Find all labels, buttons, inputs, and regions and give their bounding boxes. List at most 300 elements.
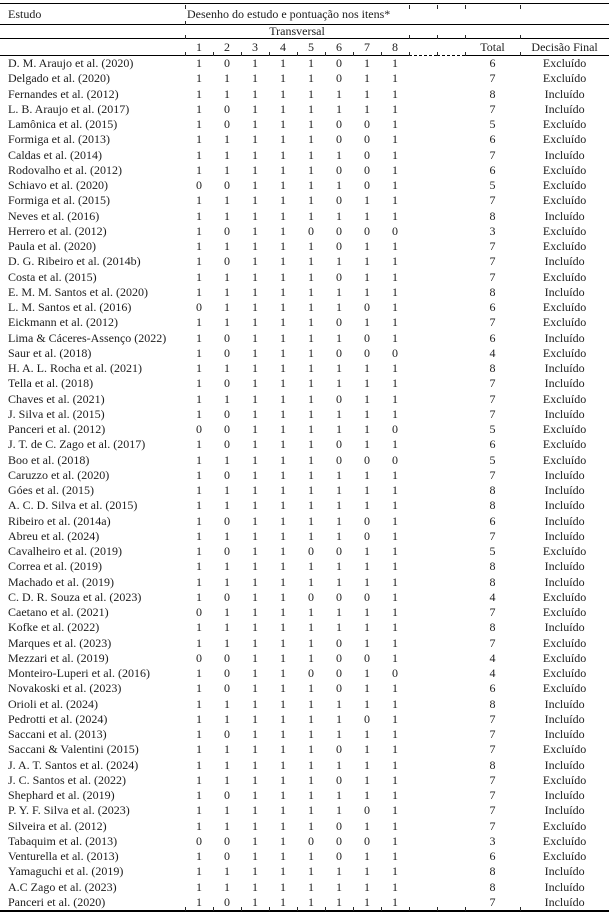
score-cell: 1 [392,711,398,726]
decision-cell: Excluído [542,162,587,177]
study-name-cell: J. T. de C. Zago et al. (2017) [8,437,146,452]
score-cell: 1 [280,483,286,497]
spacer-cell [409,376,437,391]
score-cell: 1 [392,391,398,406]
decision-cell: Excluído [542,666,587,680]
score-cell: 1 [252,803,258,818]
score-cell: 1 [308,284,314,299]
score-cell: 0 [392,666,398,680]
spacer-cell [437,544,465,559]
score-cell: 1 [336,284,342,299]
spacer-cell [437,727,465,742]
spacer-cell [409,71,437,86]
decision-cell: Excluído [542,849,587,863]
score-cell: 1 [252,727,258,741]
spacer-cell [437,331,465,346]
decision-cell: Excluído [542,239,587,253]
score-cell: 0 [336,849,342,863]
study-name-cell: L. M. Santos et al. (2016) [8,300,132,314]
spacer-cell [437,285,465,300]
column-tick [325,907,326,911]
study-name-cell: Formiga et al. (2015) [8,193,110,208]
design-header: Desenho do estudo e pontuação nos itens* [185,4,609,25]
spacer-cell [437,620,465,635]
score-cell: 1 [252,849,258,863]
spacer-cell [409,148,437,163]
decision-cell: Excluído [542,132,587,147]
decision-cell: Incluído [544,86,585,101]
study-name-cell: Herrero et al. (2012) [8,223,107,238]
decision-cell: Incluído [544,376,585,391]
score-cell: 1 [196,132,202,147]
item-header-4: 4 [269,39,297,56]
score-cell: 1 [336,498,342,513]
spacer-cell [409,590,437,605]
score-cell: 1 [308,620,314,635]
decision-header: Decisão Final [520,39,609,56]
spacer-cell [409,651,437,666]
study-name-cell: Kofke et al. (2022) [8,620,100,635]
decision-cell: Excluído [542,193,587,208]
spacer-cell [409,742,437,757]
score-cell: 0 [308,666,314,680]
spacer-cell [409,102,437,117]
spacer-cell [437,392,465,407]
spacer-cell [409,239,437,254]
spacer-cell [409,163,437,178]
score-cell: 1 [224,772,230,787]
score-cell: 1 [196,681,202,696]
score-cell: 1 [392,742,398,757]
study-name-cell: Cavalheiro et al. (2019) [8,544,122,558]
score-cell: 1 [364,757,370,772]
score-cell: 1 [308,803,314,818]
spacer-cell [437,575,465,590]
score-cell: 1 [196,391,202,406]
score-cell: 1 [252,757,258,772]
spacer-cell [437,163,465,178]
study-name-cell: Góes et al. (2015) [8,483,94,497]
score-cell: 1 [336,376,342,391]
column-tick [353,52,354,56]
total-cell: 7 [489,803,496,818]
estudo-header: Estudo [0,4,185,25]
study-name-cell: Panceri et al. (2012) [8,422,106,436]
score-cell: 1 [252,742,258,757]
score-cell: 1 [308,727,314,741]
column-tick [269,52,270,56]
spacer-cell [437,681,465,696]
spacer-cell [409,483,437,498]
table-row [0,742,609,757]
score-cell: 1 [252,178,258,192]
total-cell: 6 [489,849,496,863]
score-cell: 1 [224,605,230,619]
total-cell: 4 [489,666,496,680]
spacer-cell [437,87,465,102]
spacer-cell [437,666,465,681]
spacer-cell [409,697,437,712]
total-cell: 7 [489,635,496,650]
score-cell: 1 [252,559,258,574]
score-cell: 1 [392,361,398,375]
decision-cell: Incluído [544,711,585,726]
table-row [0,437,609,452]
score-cell: 1 [196,772,202,787]
score-cell: 1 [308,406,314,421]
study-name-cell: Abreu et al. (2024) [8,528,100,543]
score-cell: 1 [252,864,258,879]
score-cell: 1 [308,208,314,223]
column-tick [213,907,214,911]
score-cell: 1 [392,162,398,177]
score-cell: 1 [392,681,398,696]
table-row [0,224,609,239]
score-cell: 0 [336,391,342,406]
score-cell: 1 [252,788,258,802]
table-body [0,56,609,912]
column-tick [325,52,326,56]
column-tick [353,907,354,911]
spacer-cell [437,117,465,132]
empty-cell [0,39,185,56]
score-cell: 0 [224,406,230,421]
table-row [0,803,609,818]
score-cell: 1 [308,254,314,269]
score-cell: 1 [308,635,314,650]
table-row [0,87,609,102]
score-cell: 0 [364,147,370,162]
spacer-cell [437,712,465,727]
score-cell: 1 [196,345,202,360]
score-cell: 1 [392,498,398,513]
score-cell: 0 [336,772,342,787]
score-cell: 0 [364,345,370,360]
score-cell: 1 [196,788,202,802]
score-cell: 1 [308,71,314,86]
score-cell: 0 [364,300,370,314]
score-cell: 0 [196,650,202,665]
decision-cell: Incluído [544,284,585,299]
table-row [0,712,609,727]
study-name-cell: Chaves et al. (2021) [8,391,105,406]
spacer-cell [409,453,437,468]
decision-cell: Incluído [544,574,585,589]
decision-cell: Excluído [542,178,587,192]
decision-cell: Excluído [542,544,587,558]
score-cell: 1 [308,178,314,192]
score-cell: 1 [280,513,286,528]
score-cell: 1 [224,132,230,147]
table-row [0,788,609,803]
study-name-cell: Saur et al. (2018) [8,345,92,360]
spacer-cell [409,880,437,895]
score-cell: 1 [364,422,370,436]
score-cell: 1 [392,757,398,772]
table-row [0,148,609,163]
empty-cell [0,25,185,39]
decision-cell: Incluído [544,559,585,574]
score-cell: 1 [364,635,370,650]
score-cell: 1 [280,467,286,482]
total-cell: 7 [489,101,496,116]
score-cell: 1 [252,239,258,253]
score-cell: 1 [196,589,202,604]
spacer-cell [409,346,437,361]
score-cell: 1 [364,574,370,589]
total-cell: 7 [489,193,496,208]
score-cell: 1 [269,895,297,911]
score-cell: 1 [196,147,202,162]
table-row [0,254,609,269]
score-cell: 1 [336,483,342,497]
score-cell: 1 [308,864,314,879]
score-cell: 1 [252,223,258,238]
total-cell: 7 [489,239,496,253]
score-cell: 1 [364,284,370,299]
spacer-cell [409,712,437,727]
decision-cell: Excluído [542,56,587,70]
score-cell: 1 [381,895,409,911]
total-cell: 4 [489,589,496,604]
score-cell: 1 [280,544,286,558]
score-cell: 1 [308,605,314,619]
table-row [0,422,609,437]
study-name-cell: L. B. Araujo et al. (2017) [8,101,130,116]
score-cell: 0 [224,56,230,70]
spacer-cell [409,315,437,330]
score-cell: 1 [252,498,258,513]
total-cell: 7 [489,406,496,421]
study-name-cell: Caetano et al. (2021) [8,605,109,619]
score-cell: 1 [392,269,398,284]
study-name-cell: H. A. L. Rocha et al. (2021) [8,361,142,375]
score-cell: 1 [224,71,230,86]
score-cell: 1 [364,208,370,223]
score-cell: 1 [364,86,370,101]
spacer-cell [409,468,437,483]
spacer-cell [437,742,465,757]
score-cell: 0 [336,833,342,848]
table-row [0,681,609,696]
score-cell: 0 [364,833,370,848]
score-cell: 1 [308,193,314,208]
score-cell: 1 [280,681,286,696]
score-cell: 1 [196,544,202,558]
total-cell: 7 [489,391,496,406]
score-cell: 1 [364,193,370,208]
score-cell: 1 [196,437,202,452]
study-name-cell: Shephard et al. (2019) [8,788,115,802]
score-cell: 1 [392,620,398,635]
score-cell: 0 [224,101,230,116]
total-cell: 6 [489,330,496,345]
score-cell: 1 [308,300,314,314]
score-cell: 1 [364,391,370,406]
score-cell: 1 [364,818,370,833]
score-cell: 1 [196,239,202,253]
score-cell: 1 [252,422,258,436]
score-cell: 1 [280,162,286,177]
total-cell: 8 [489,696,496,711]
score-cell: 1 [336,513,342,528]
spacer-cell [409,300,437,315]
score-cell: 1 [364,483,370,497]
score-cell: 1 [364,315,370,330]
score-cell: 1 [252,483,258,497]
score-cell: 1 [392,574,398,589]
spacer-cell [437,376,465,391]
decision-cell: Excluído [542,605,587,619]
spacer-cell [437,468,465,483]
study-name-cell: Ribeiro et al. (2014a) [8,513,111,528]
decision-cell: Incluído [544,406,585,421]
score-cell: 1 [392,589,398,604]
column-tick [269,907,270,911]
decision-cell: Excluído [542,300,587,314]
score-cell: 1 [392,117,398,131]
score-cell: 1 [364,849,370,863]
score-cell: 1 [224,315,230,330]
score-cell: 1 [308,818,314,833]
score-cell: 1 [280,879,286,894]
score-cell: 1 [280,284,286,299]
spacer-cell [437,819,465,834]
score-cell: 1 [224,391,230,406]
total-cell: 8 [489,498,496,513]
score-cell: 1 [196,498,202,513]
score-cell: 1 [392,849,398,863]
score-cell: 0 [224,437,230,452]
score-cell: 1 [364,498,370,513]
score-cell: 1 [392,239,398,253]
study-quality-table [0,3,609,912]
decision-cell: Incluído [520,895,609,911]
spacer-cell [409,392,437,407]
table-row [0,544,609,559]
table-row [0,300,609,315]
score-cell: 1 [308,345,314,360]
score-cell: 0 [364,650,370,665]
score-cell: 1 [280,528,286,543]
score-cell: 1 [280,620,286,635]
score-cell: 1 [280,361,286,375]
column-tick [465,5,466,9]
score-cell: 1 [308,849,314,863]
score-cell: 0 [224,650,230,665]
score-cell: 1 [196,56,202,70]
spacer-cell [437,773,465,788]
total-cell: 8 [489,620,496,635]
score-cell: 0 [364,803,370,818]
column-tick [437,35,438,39]
table-row [0,514,609,529]
column-tick [465,907,466,911]
score-cell: 0 [224,330,230,345]
column-tick [409,35,410,39]
score-cell: 1 [280,650,286,665]
spacer-cell [437,148,465,163]
score-cell: 1 [252,666,258,680]
table-row [0,468,609,483]
decision-cell: Incluído [544,528,585,543]
spacer-cell [409,117,437,132]
score-cell: 1 [196,757,202,772]
score-cell: 1 [252,117,258,131]
score-cell: 1 [196,620,202,635]
column-tick [409,5,410,9]
score-cell: 1 [392,101,398,116]
score-cell: 1 [280,101,286,116]
spacer-cell [409,895,437,911]
table-row [0,498,609,513]
score-cell: 1 [252,56,258,70]
score-cell: 1 [196,818,202,833]
study-name-cell: Saccani et al. (2013) [8,727,107,741]
column-tick [213,52,214,56]
score-cell: 1 [252,269,258,284]
score-cell: 1 [224,757,230,772]
column-tick [465,52,466,56]
score-cell: 0 [336,589,342,604]
score-cell: 1 [392,528,398,543]
total-cell: 7 [489,528,496,543]
score-cell: 0 [308,544,314,558]
score-cell: 0 [336,742,342,757]
decision-cell: Incluído [544,254,585,269]
score-cell: 1 [280,117,286,131]
study-name-cell: E. M. M. Santos et al. (2020) [8,284,148,299]
score-cell: 0 [364,711,370,726]
spacer-cell [437,895,465,911]
score-cell: 1 [252,589,258,604]
score-cell: 1 [364,879,370,894]
decision-cell: Incluído [544,727,585,741]
spacer-cell [409,834,437,849]
score-cell: 1 [392,513,398,528]
total-cell: 3 [489,833,496,848]
spacer-cell [409,498,437,513]
decision-cell: Incluído [544,498,585,513]
decision-cell: Incluído [544,483,585,497]
table-row [0,864,609,879]
total-cell: 5 [489,117,496,131]
score-cell: 1 [392,178,398,192]
score-cell: 1 [308,101,314,116]
column-tick [437,52,438,56]
score-cell: 0 [364,513,370,528]
decision-cell: Excluído [542,117,587,131]
score-cell: 1 [308,742,314,757]
score-cell: 1 [252,345,258,360]
study-name-cell: Silveira et al. (2012) [8,818,107,833]
column-tick [520,35,521,39]
score-cell: 1 [336,208,342,223]
column-tick [381,52,382,56]
score-cell: 1 [252,300,258,314]
spacer-cell [437,483,465,498]
study-name-cell: A. C. D. Silva et al. (2015) [8,498,138,513]
score-cell: 1 [364,696,370,711]
score-cell: 1 [252,208,258,223]
score-cell: 1 [224,208,230,223]
score-cell: 1 [392,254,398,269]
score-cell: 1 [308,117,314,131]
score-cell: 1 [252,528,258,543]
score-cell: 1 [280,437,286,452]
score-cell: 1 [196,117,202,131]
score-cell: 1 [308,437,314,452]
